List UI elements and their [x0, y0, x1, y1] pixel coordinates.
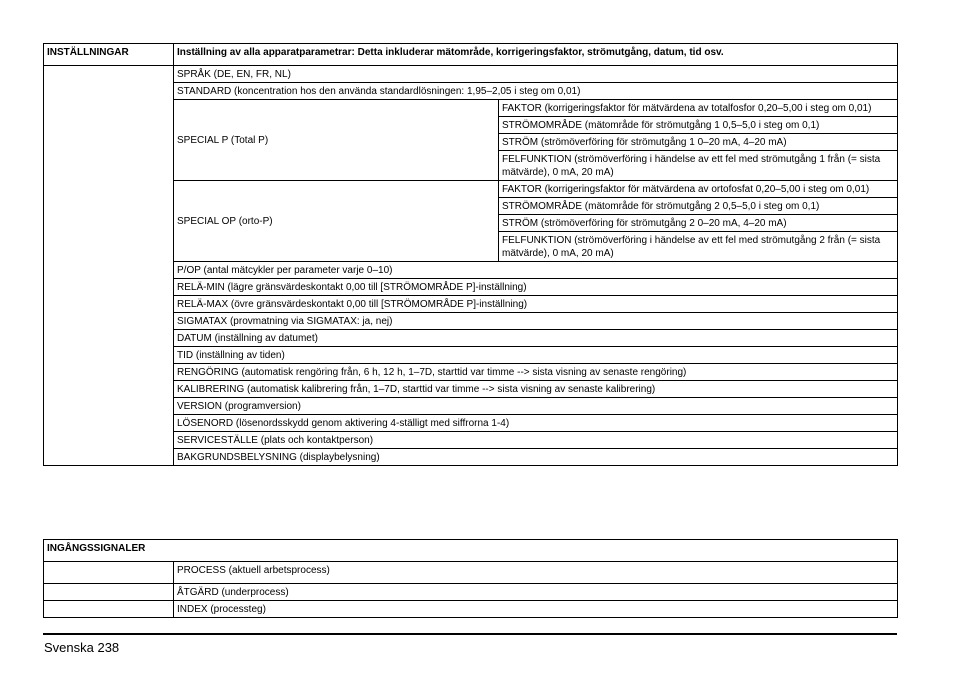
row-sprak: SPRÅK (DE, EN, FR, NL) — [174, 66, 898, 83]
table-row — [44, 44, 898, 66]
table-row — [44, 66, 898, 83]
special-p-label: SPECIAL P (Total P) — [174, 100, 499, 181]
special-p-sub: FAKTOR (korrigeringsfaktor för mätvärdena av totalfosfor 0,20–5,00 i steg om 0,01) — [499, 100, 898, 117]
settings-header: INSTÄLLNINGAR — [44, 44, 174, 66]
row-index: INDEX (processteg) — [174, 601, 898, 618]
empty-cell — [44, 66, 174, 466]
row-kalibrering: KALIBRERING (automatisk kalibrering från, 1–7D, starttid var timme --> sista visning av senaste kalibrering) — [174, 381, 898, 398]
row-datum: DATUM (inställning av datumet) — [174, 330, 898, 347]
special-op-label: SPECIAL OP (orto-P) — [174, 181, 499, 262]
table-row — [44, 601, 898, 618]
row-version: VERSION (programversion) — [174, 398, 898, 415]
input-signals-table — [43, 539, 898, 618]
table-row — [44, 584, 898, 601]
empty-cell — [44, 584, 174, 601]
row-standard: STANDARD (koncentration hos den använda standardlösningen: 1,95–2,05 i steg om 0,01) — [174, 83, 898, 100]
row-rengoring: RENGÖRING (automatisk rengöring från, 6 h, 12 h, 1–7D, starttid var timme --> sista visning av senaste rengöring) — [174, 364, 898, 381]
row-process: PROCESS (aktuell arbetsprocess) — [174, 562, 898, 584]
special-op-sub: STRÖM (strömöverföring för strömutgång 2 0–20 mA, 4–20 mA) — [499, 215, 898, 232]
settings-description: Inställning av alla apparatparametrar: Detta inkluderar mätområde, korrigeringsfaktor, strömutgång, datum, tid osv. — [174, 44, 898, 66]
row-tid: TID (inställning av tiden) — [174, 347, 898, 364]
special-p-sub: STRÖMOMRÅDE (mätområde för strömutgång 1 0,5–5,0 i steg om 0,1) — [499, 117, 898, 134]
special-op-sub: FELFUNKTION (strömöverföring i händelse av ett fel med strömutgång 2 från (= sista mätvärde), 0 mA, 20 mA) — [499, 232, 898, 262]
settings-table — [43, 43, 898, 466]
row-pop: P/OP (antal mätcykler per parameter varje 0–10) — [174, 262, 898, 279]
row-atgard: ÅTGÄRD (underprocess) — [174, 584, 898, 601]
special-p-sub: FELFUNKTION (strömöverföring i händelse av ett fel med strömutgång 1 från (= sista mätvärde), 0 mA, 20 mA) — [499, 151, 898, 181]
table-row — [44, 562, 898, 584]
empty-cell — [44, 562, 174, 584]
footer-divider — [43, 633, 897, 635]
row-rela-max: RELÄ-MAX (övre gränsvärdeskontakt 0,00 till [STRÖMOMRÅDE P]-inställning) — [174, 296, 898, 313]
empty-cell — [44, 601, 174, 618]
special-p-sub: STRÖM (strömöverföring för strömutgång 1 0–20 mA, 4–20 mA) — [499, 134, 898, 151]
table-row — [44, 540, 898, 562]
input-signals-header: INGÅNGSSIGNALER — [44, 540, 898, 562]
row-rela-min: RELÄ-MIN (lägre gränsvärdeskontakt 0,00 till [STRÖMOMRÅDE P]-inställning) — [174, 279, 898, 296]
row-losenord: LÖSENORD (lösenordsskydd genom aktivering 4-ställigt med siffrorna 1-4) — [174, 415, 898, 432]
special-op-sub: STRÖMOMRÅDE (mätområde för strömutgång 2 0,5–5,0 i steg om 0,1) — [499, 198, 898, 215]
row-sigmatax: SIGMATAX (provmatning via SIGMATAX: ja, nej) — [174, 313, 898, 330]
page-footer: Svenska 238 — [44, 640, 120, 655]
special-op-sub: FAKTOR (korrigeringsfaktor för mätvärdena av ortofosfat 0,20–5,00 i steg om 0,01) — [499, 181, 898, 198]
row-servicestalle: SERVICESTÄLLE (plats och kontaktperson) — [174, 432, 898, 449]
row-bakgrundsbelysning: BAKGRUNDSBELYSNING (displaybelysning) — [174, 449, 898, 466]
